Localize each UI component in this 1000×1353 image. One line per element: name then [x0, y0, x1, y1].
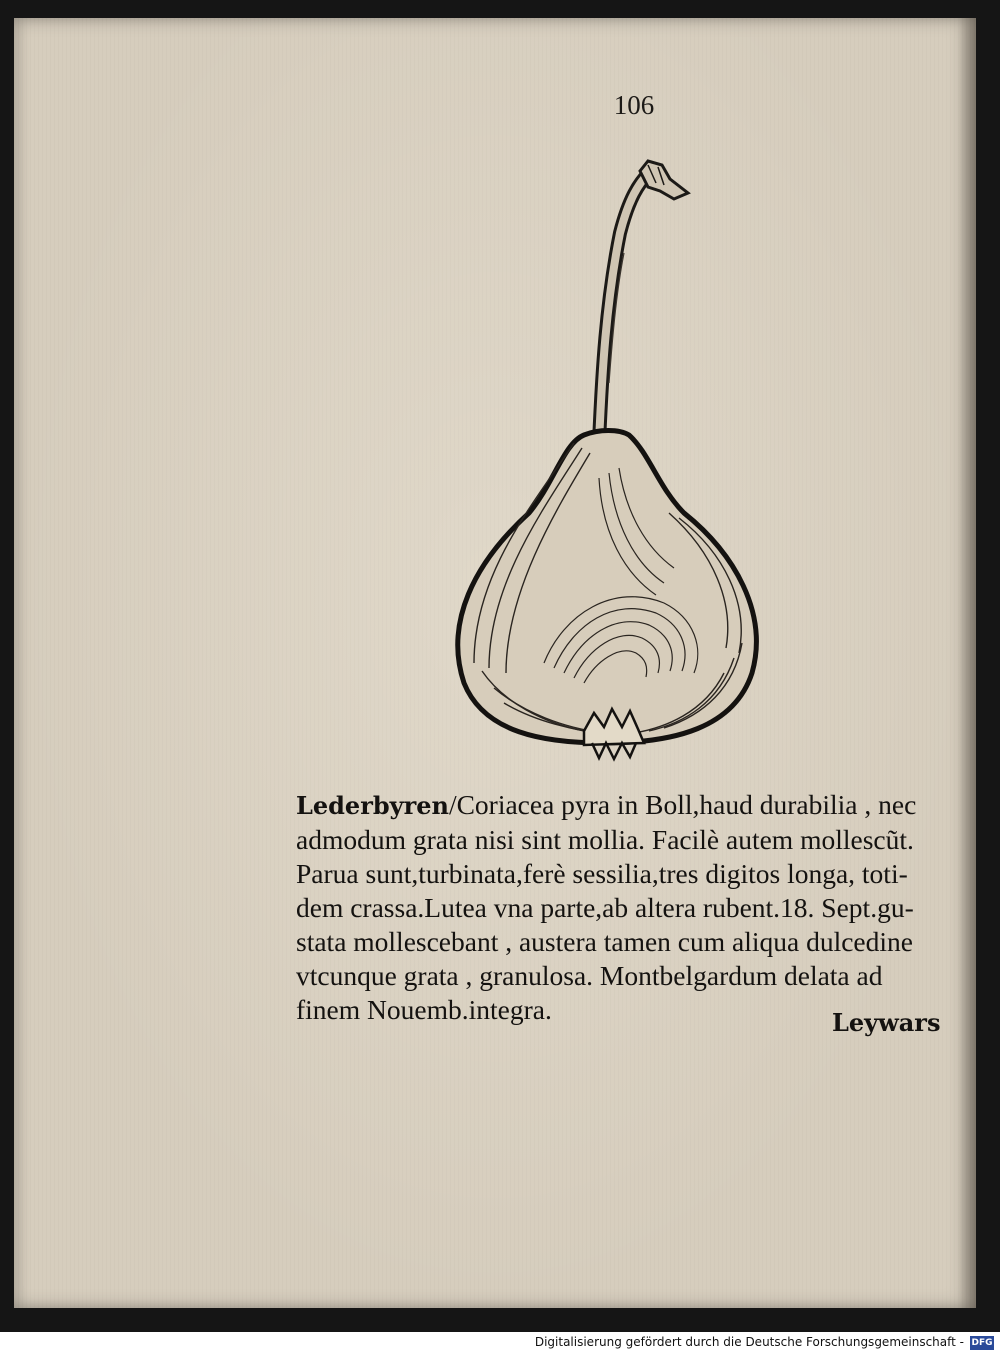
- dfg-logo-icon[interactable]: DFG: [971, 1337, 993, 1348]
- catchword: Leywars: [832, 1008, 941, 1037]
- text-line-3: Parua sunt,turbinata,ferè sessilia,tres digitos longa, toti-: [296, 858, 908, 889]
- page-number: 106: [613, 90, 655, 120]
- text-line-7: finem Nouemb.integra.: [296, 994, 552, 1025]
- book-page: [14, 18, 976, 1308]
- pear-woodcut-illustration: [434, 143, 774, 773]
- text-line-5: stata mollescebant , austera tamen cum aliqua dulcedine: [296, 926, 913, 957]
- footer-credit: Digitalisierung gefördert durch die Deutsche Forschungsgemeinschaft -: [534, 1335, 964, 1349]
- text-line-1: Lederbyren/Coriacea pyra in Boll,haud durabilia , nec: [296, 789, 917, 820]
- description-paragraph: [296, 788, 964, 1027]
- digitization-footer: [0, 1332, 1000, 1353]
- text-line-4: dem crassa.Lutea vna parte,ab altera rubent.18. Sept.gu-: [296, 892, 914, 923]
- text-line-2: admodum grata nisi sint mollia. Facilè autem mollescũt.: [296, 824, 914, 855]
- page-edge-shadow: [958, 18, 976, 1308]
- text-line-6: vtcunque grata , granulosa. Montbelgardum delata ad: [296, 960, 883, 991]
- variety-name: Lederbyren: [296, 791, 449, 820]
